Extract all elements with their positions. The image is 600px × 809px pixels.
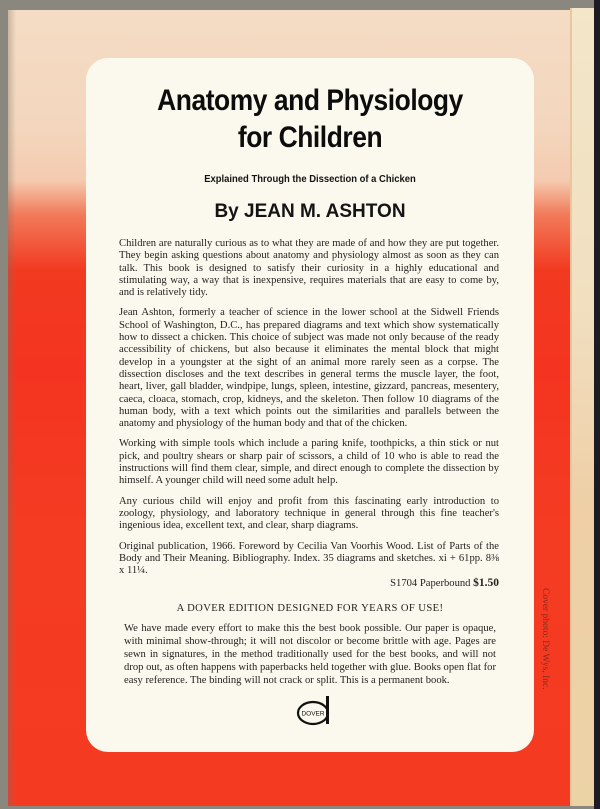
book-title — [113, 82, 507, 156]
logo-text: DOVER — [301, 710, 325, 718]
dover-d-logo-icon — [296, 696, 340, 726]
text-panel — [86, 58, 534, 752]
publication-details: Original publication, 1966. Foreword by Cecilia Van Voorhis Wood. List of Parts of the Body and Their Meaning. Bibliography. Index. 35 diagrams and sketches. xi + 61pp. 8⅜ x 11¼. — [119, 540, 499, 577]
book-subtitle: Explained Through the Dissection of a Chicken — [204, 173, 416, 185]
description — [119, 238, 499, 591]
price-line — [119, 577, 499, 590]
title-line-2: for Children — [237, 121, 383, 154]
description-paragraph: Working with simple tools which include a paring knife, toothpicks, a thin stick or nut pick, and poultry shears or sharp pair of scissors, a child of 10 who is able to read the instructions will find them clear, simple, and direct enough to complete the dissection by himself. A younger child will need some adult help. — [119, 438, 499, 487]
dover-notice-heading: A DOVER EDITION DESIGNED FOR YEARS OF USE! — [176, 603, 444, 614]
price: $1.50 — [473, 577, 499, 590]
description-paragraph: Any curious child will enjoy and profit from this fascinating early introduction to zoology, physiology, and laboratory technique in general through this fine teacher's ingenious idea, excellent text, and clear, sharp diagrams. — [119, 495, 499, 532]
description-paragraph: Children are naturally curious as to what they are made of and how they are put together. They begin asking questions about anatomy and physiology almost as soon as they can talk. This book is designed to satisfy their curiosity in a highly educational and stimulating way, a way that is inexpensive, requires materials that are easy to come by, and is relatively tidy. — [119, 238, 499, 299]
book-author: By JEAN M. ASHTON — [214, 201, 406, 222]
catalog-number: S1704 Paperbound — [390, 578, 471, 590]
description-paragraph: Jean Ashton, formerly a teacher of science in the lower school at the Sidwell Friends School of Washington, D.C., has prepared diagrams and text which show systematically how to dissect a chicken. This choice of subject was made not only because of the ready accessibility of chickens, but also because it eliminates the mental block that might develop in a youngster at the sight of an animal more rarely seen as a corpse. The dissection discloses and the text describes in general terms the muscle layer, the foot, heart, liver, gall bladder, windpipe, lungs, spleen, intestine, gizzard, pancreas, mesentery, caeca, cloaca, stomach, crop, kidneys, and the skeleton. Then follow 10 diagrams of the human body, with a text which points out the similarities and parallels between the anatomy and physiology of the human body and that of the chicken. — [119, 307, 499, 430]
spine-edge — [570, 8, 594, 806]
dover-notice-text: We have made every effort to make this the best book possible. Our paper is opaque, with minimal show-through; it will not discolor or become brittle with age. Pages are sewn in signatures, in the method traditionally used for the best books, and will not drop out, as often happens with paperbacks held together with glue. Books open flat for easy reference. The binding will not crack or split. This is a permanent book. — [124, 623, 496, 686]
publication-info — [119, 541, 499, 591]
title-line-1: Anatomy and Physiology — [157, 84, 463, 117]
scan-edge — [594, 0, 600, 809]
cover-photo-credit: Cover photo: De Wys, Inc. — [540, 588, 550, 690]
dover-notice — [124, 622, 496, 687]
